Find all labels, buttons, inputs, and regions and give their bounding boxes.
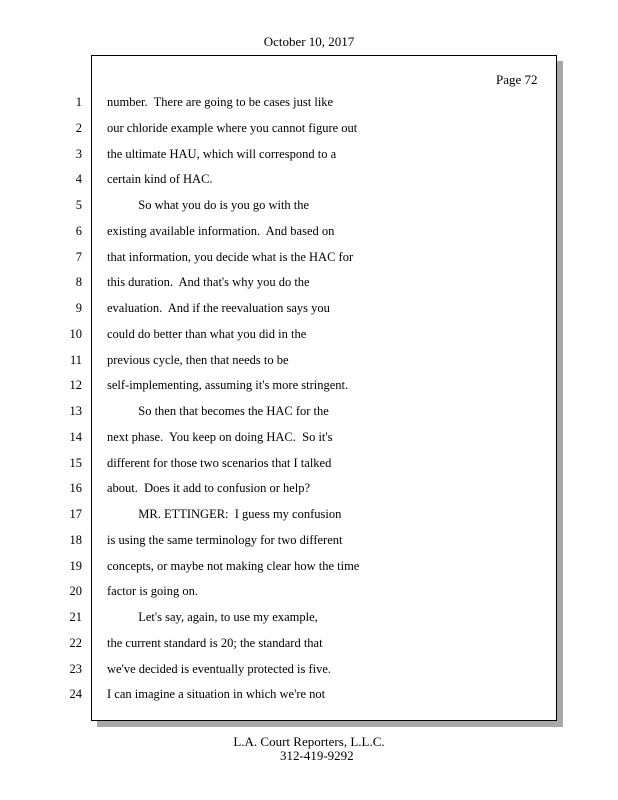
line-text: So what you do is you go with the bbox=[107, 198, 310, 212]
line-number: 10 bbox=[69, 327, 82, 341]
line-text: previous cycle, then that needs to be bbox=[107, 353, 289, 367]
line-number: 1 bbox=[75, 95, 82, 109]
line-number: 18 bbox=[69, 533, 82, 547]
line-text: different for those two scenarios that I talked bbox=[107, 456, 332, 470]
line-number: 17 bbox=[69, 507, 82, 521]
line-number: 9 bbox=[75, 301, 82, 315]
line-number: 5 bbox=[75, 198, 82, 212]
line-text: MR. ETTINGER: I guess my confusion bbox=[107, 507, 342, 521]
line-number: 13 bbox=[69, 404, 82, 418]
line-text: evaluation. And if the reevaluation says you bbox=[107, 301, 330, 315]
line-text: So then that becomes the HAC for the bbox=[107, 404, 329, 418]
line-text: self-implementing, assuming it's more stringent. bbox=[107, 378, 349, 392]
line-number: 19 bbox=[69, 559, 82, 573]
line-number: 6 bbox=[75, 224, 82, 238]
line-number: 12 bbox=[69, 378, 82, 392]
line-number: 8 bbox=[75, 275, 82, 289]
line-text: factor is going on. bbox=[107, 584, 198, 598]
line-text: could do better than what you did in the bbox=[107, 327, 307, 341]
line-text: Let's say, again, to use my example, bbox=[107, 610, 318, 624]
line-text: next phase. You keep on doing HAC. So it's bbox=[107, 430, 333, 444]
line-number: 22 bbox=[69, 636, 82, 650]
line-text: the current standard is 20; the standard that bbox=[107, 636, 323, 650]
line-number: 16 bbox=[69, 481, 82, 495]
line-text: I can imagine a situation in which we're not bbox=[107, 687, 326, 701]
line-text: we've decided is eventually protected is five. bbox=[107, 662, 332, 676]
line-number: 23 bbox=[69, 662, 82, 676]
line-text: this duration. And that's why you do the bbox=[107, 275, 310, 289]
line-number: 21 bbox=[69, 610, 82, 624]
line-text: certain kind of HAC. bbox=[107, 172, 213, 186]
footer-company: L.A. Court Reporters, L.L.C. bbox=[233, 734, 385, 749]
line-number: 11 bbox=[69, 353, 82, 367]
line-number: 4 bbox=[75, 172, 82, 186]
line-text: concepts, or maybe not making clear how the time bbox=[107, 559, 360, 573]
line-text: number. There are going to be cases just like bbox=[107, 95, 334, 109]
line-number: 24 bbox=[69, 687, 82, 701]
line-number: 20 bbox=[69, 584, 82, 598]
line-text: the ultimate HAU, which will correspond to a bbox=[107, 147, 337, 161]
line-text: about. Does it add to confusion or help? bbox=[107, 481, 311, 495]
page-number: Page 72 bbox=[496, 72, 538, 87]
line-text: is using the same terminology for two different bbox=[107, 533, 343, 547]
line-number: 3 bbox=[75, 147, 82, 161]
footer-phone: 312-419-9292 bbox=[280, 748, 354, 763]
line-number: 7 bbox=[75, 250, 82, 264]
line-number: 2 bbox=[75, 121, 82, 135]
line-number: 14 bbox=[69, 430, 82, 444]
line-text: that information, you decide what is the HAC for bbox=[107, 250, 354, 264]
line-text: our chloride example where you cannot figure out bbox=[107, 121, 358, 135]
transcript-date: October 10, 2017 bbox=[263, 34, 355, 49]
line-text: existing available information. And based on bbox=[107, 224, 335, 238]
line-number: 15 bbox=[69, 456, 82, 470]
